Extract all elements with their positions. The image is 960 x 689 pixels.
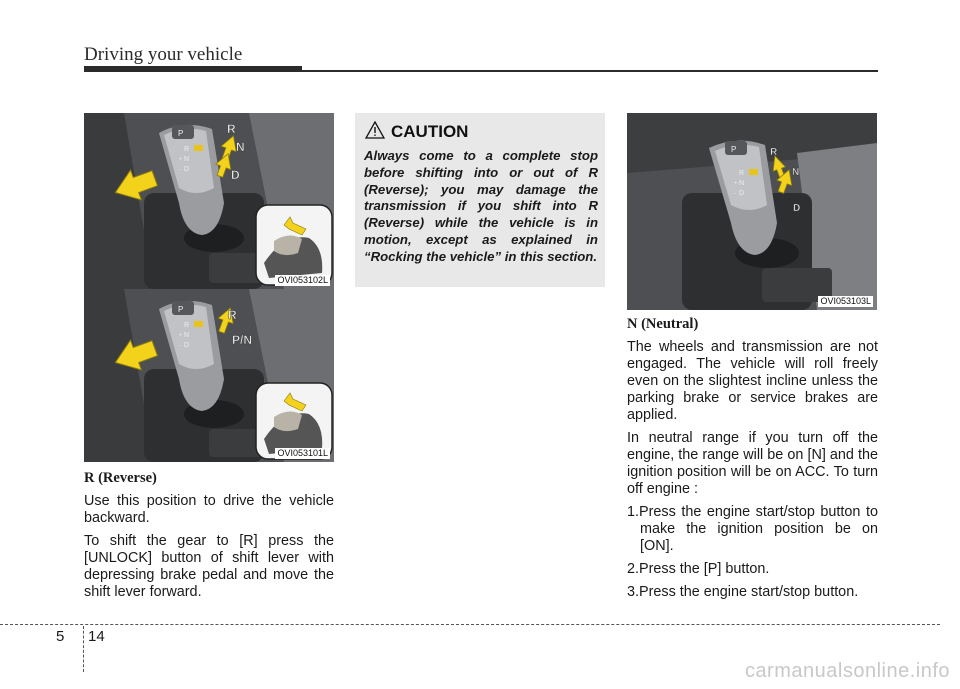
neutral-step: 3.Press the engine start/stop button. <box>627 584 859 600</box>
page-header-title: Driving your vehicle <box>84 44 243 65</box>
caution-title: CAUTION <box>391 122 469 141</box>
shift-label-r: R <box>228 308 237 322</box>
shift-label-d: D <box>231 168 240 182</box>
lever-letter-r: R <box>184 322 190 329</box>
shift-lever-photo-neutral <box>627 113 877 310</box>
neutral-step: 2.Press the [P] button. <box>627 561 770 577</box>
lever-letter-n: N <box>184 156 190 163</box>
shift-lever-photo-reverse-from-park <box>84 289 334 462</box>
neutral-paragraph-2: In neutral range if you turn off the engine, the range will be on [N] and the ignition position will be on ACC. To turn off engine : <box>627 430 878 497</box>
lever-letter-d: D <box>184 166 190 173</box>
shift-lever-illustration <box>84 113 334 289</box>
photo-caption: OVI053101L <box>277 448 328 458</box>
lever-letter-r: R <box>184 146 190 153</box>
lever-letter-plus: + <box>179 157 183 163</box>
shift-lever-photo-reverse-unlock <box>84 113 334 289</box>
lever-letter-minus: - <box>179 343 181 349</box>
shift-label-d: D <box>793 203 801 214</box>
lever-letter-p: P <box>178 129 184 138</box>
shift-lever-illustration <box>627 113 877 310</box>
lever-letter-n: N <box>184 332 190 339</box>
lever-letter-minus: - <box>179 167 181 173</box>
neutral-section <box>627 316 878 607</box>
lever-letter-plus: + <box>179 333 183 339</box>
reverse-heading: R (Reverse) <box>84 470 157 486</box>
neutral-paragraph-1: The wheels and transmission are not engaged. The vehicle will roll freely even on the slightest incline unless the parking brake or service brakes are applied. <box>627 339 878 423</box>
lever-letter-plus: + <box>734 181 738 187</box>
footer-rule <box>0 624 940 625</box>
photo-caption: OVI053102L <box>277 275 328 285</box>
caution-text: Always come to a complete stop before shifting into or out of R (Reverse); you may damage the transmission if you shift into R (Reverse) while the vehicle is in motion, except as explained in “Rocking the vehicle” in this section. <box>364 148 598 264</box>
shift-label-n: N <box>236 140 245 154</box>
warning-triangle-icon <box>365 121 385 139</box>
lever-letter-p: P <box>178 305 184 314</box>
header-rule-thick <box>84 66 302 72</box>
neutral-step: 1.Press the engine start/stop button to make the ignition position be on [ON]. <box>627 504 878 554</box>
footer-divider <box>83 626 84 672</box>
footer-page-number: 14 <box>88 628 105 645</box>
reverse-paragraph-1: Use this position to drive the vehicle backward. <box>84 493 334 526</box>
photo-caption: OVI053103L <box>820 296 871 306</box>
lever-letter-minus: - <box>734 191 736 197</box>
shift-label-n: N <box>792 167 800 178</box>
lever-letter-d: D <box>184 342 190 349</box>
footer-chapter-number: 5 <box>56 628 65 645</box>
lever-letter-d: D <box>739 190 745 197</box>
reverse-paragraph-2: To shift the gear to [R] press the [UNLOCK] button of shift lever with depressing brake pedal and move the shift lever forward. <box>84 533 334 600</box>
neutral-heading: N (Neutral) <box>627 316 699 332</box>
shift-label-pn: P/N <box>232 333 253 347</box>
reverse-section <box>84 470 334 607</box>
neutral-steps-list <box>627 504 878 601</box>
lever-letter-r: R <box>739 170 745 177</box>
shift-label-r: R <box>770 147 778 158</box>
watermark-text: carmanualsonline.info <box>744 660 950 682</box>
lever-letter-p: P <box>731 145 737 154</box>
caution-box <box>355 113 605 287</box>
shift-lever-illustration <box>84 289 334 462</box>
lever-letter-n: N <box>739 180 745 187</box>
header-rule-thin <box>302 70 878 72</box>
shift-label-r: R <box>227 122 236 136</box>
